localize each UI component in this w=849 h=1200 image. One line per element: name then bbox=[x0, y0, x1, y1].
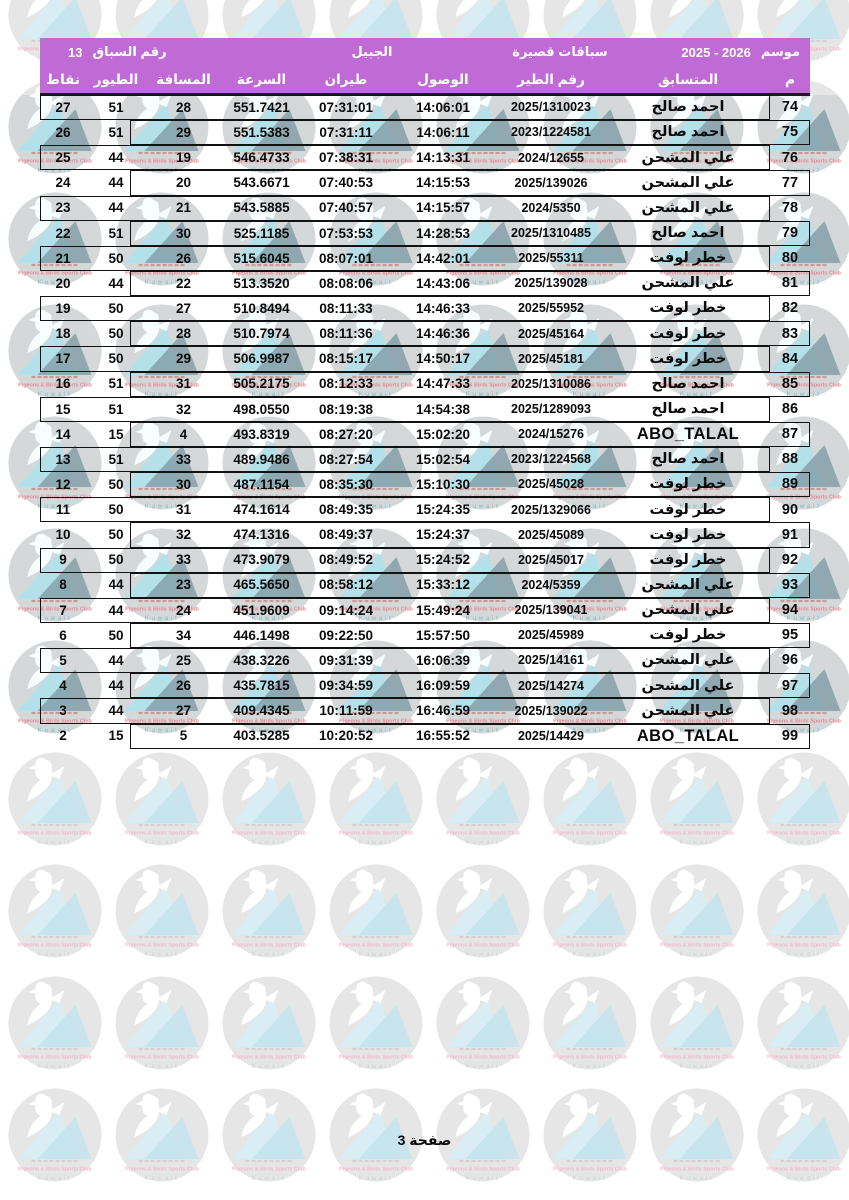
cell-speed: 409.4345 bbox=[233, 703, 290, 719]
cell-speed: 515.6045 bbox=[233, 250, 290, 266]
cell-distance: 22 bbox=[175, 275, 192, 291]
cell-competitor: خطر لوفت bbox=[649, 501, 727, 518]
cell-points: 3 bbox=[59, 703, 67, 719]
cell-bird-number: 2025/139041 bbox=[514, 603, 588, 618]
cell-flight-time: 08:27:54 bbox=[318, 451, 374, 467]
cell-rank: 98 bbox=[781, 702, 799, 719]
cell-distance: 30 bbox=[175, 476, 192, 492]
cell-arrival-time: 15:24:37 bbox=[415, 527, 471, 543]
cell-rank: 85 bbox=[781, 375, 799, 392]
cell-bird-number: 2025/14161 bbox=[517, 653, 585, 668]
cell-speed: 525.1185 bbox=[233, 225, 290, 241]
cell-bird-number: 2025/1329066 bbox=[511, 502, 591, 517]
cell-birds: 44 bbox=[108, 200, 124, 216]
cell-rank: 84 bbox=[781, 350, 799, 367]
cell-competitor: علي المشحن bbox=[641, 576, 735, 593]
cell-points: 12 bbox=[55, 476, 71, 492]
cell-arrival-time: 16:09:59 bbox=[415, 678, 471, 694]
cell-flight-time: 09:34:59 bbox=[318, 678, 374, 694]
cell-distance: 30 bbox=[175, 225, 192, 241]
cell-speed: 510.7974 bbox=[233, 326, 290, 342]
cell-points: 7 bbox=[59, 602, 67, 618]
cell-speed: 487.1154 bbox=[233, 476, 290, 492]
cell-arrival-time: 14:06:11 bbox=[416, 124, 470, 140]
cell-arrival-time: 14:06:01 bbox=[415, 99, 471, 115]
cell-bird-number: 2025/139026 bbox=[514, 175, 588, 190]
cell-arrival-time: 15:24:35 bbox=[415, 502, 471, 518]
cell-flight-time: 08:07:01 bbox=[318, 250, 374, 266]
cell-flight-time: 09:22:50 bbox=[318, 627, 374, 643]
cell-competitor: خطر لوفت bbox=[649, 325, 727, 342]
cell-arrival-time: 14:13:31 bbox=[415, 150, 471, 166]
cell-flight-time: 10:11:59 bbox=[319, 703, 373, 719]
cell-distance: 26 bbox=[175, 678, 192, 694]
cell-rank: 74 bbox=[781, 99, 799, 116]
cell-birds: 51 bbox=[108, 401, 124, 417]
cell-bird-number: 2025/45181 bbox=[517, 351, 585, 366]
cell-birds: 51 bbox=[108, 451, 124, 467]
col-header-birds: الطيور bbox=[93, 71, 139, 87]
table-header bbox=[40, 38, 810, 96]
cell-arrival-time: 14:15:53 bbox=[415, 175, 471, 191]
cell-rank: 92 bbox=[781, 551, 799, 568]
cell-distance: 29 bbox=[175, 124, 192, 140]
table-row bbox=[40, 221, 810, 246]
cell-rank: 82 bbox=[781, 300, 799, 317]
cell-arrival-time: 15:02:54 bbox=[415, 451, 471, 467]
cell-bird-number: 2025/55311 bbox=[518, 251, 584, 266]
cell-competitor: احمد صالح bbox=[651, 99, 725, 116]
cell-bird-number: 2023/1224568 bbox=[511, 452, 591, 467]
cell-distance: 31 bbox=[175, 502, 192, 518]
cell-flight-time: 07:40:53 bbox=[318, 175, 374, 191]
cell-birds: 51 bbox=[108, 376, 124, 392]
table-row bbox=[40, 346, 810, 371]
cell-competitor: احمد صالح bbox=[651, 401, 725, 417]
cell-distance: 4 bbox=[179, 426, 188, 442]
cell-competitor: خطر لوفت bbox=[649, 476, 727, 493]
cell-competitor: ABO_TALAL bbox=[636, 726, 740, 745]
cell-bird-number: 2025/55952 bbox=[517, 301, 585, 316]
cell-arrival-time: 15:57:50 bbox=[415, 627, 471, 643]
cell-competitor: خطر لوفت bbox=[649, 250, 727, 267]
cell-rank: 96 bbox=[781, 652, 799, 669]
cell-rank: 94 bbox=[781, 602, 799, 619]
table-row bbox=[40, 472, 810, 497]
table-row bbox=[40, 548, 810, 573]
col-header-flight: طيران bbox=[324, 71, 368, 87]
cell-bird-number: 2025/45028 bbox=[517, 477, 585, 492]
cell-points: 4 bbox=[59, 678, 67, 694]
cell-bird-number: 2025/1310023 bbox=[511, 100, 591, 115]
table-row bbox=[40, 698, 810, 723]
cell-flight-time: 09:31:39 bbox=[318, 652, 374, 668]
cell-arrival-time: 16:55:52 bbox=[415, 728, 471, 744]
cell-rank: 76 bbox=[781, 149, 799, 166]
cell-bird-number: 2023/1224581 bbox=[511, 125, 591, 140]
cell-arrival-time: 14:42:01 bbox=[415, 250, 471, 266]
cell-flight-time: 08:11:33 bbox=[319, 300, 373, 316]
race-venue-label: الجبيل bbox=[351, 44, 393, 59]
cell-flight-time: 08:58:12 bbox=[318, 577, 374, 593]
cell-flight-time: 07:53:53 bbox=[318, 225, 374, 241]
col-header-rank: م bbox=[785, 71, 795, 87]
col-header-bird-no: رقم الطير bbox=[517, 71, 585, 87]
table-row bbox=[40, 196, 810, 221]
table-row bbox=[40, 120, 810, 145]
cell-competitor: خطر لوفت bbox=[649, 627, 727, 644]
table-row bbox=[40, 372, 810, 397]
cell-birds: 50 bbox=[108, 476, 124, 492]
cell-rank: 90 bbox=[781, 501, 799, 518]
cell-birds: 15 bbox=[108, 728, 124, 744]
cell-competitor: احمد صالح bbox=[651, 225, 725, 242]
race-info-row bbox=[40, 38, 810, 66]
cell-birds: 50 bbox=[108, 326, 124, 342]
table-row bbox=[40, 145, 810, 170]
cell-birds: 44 bbox=[108, 703, 124, 719]
table-row bbox=[40, 321, 810, 346]
cell-rank: 81 bbox=[781, 275, 799, 292]
cell-distance: 32 bbox=[175, 401, 192, 417]
cell-arrival-time: 15:33:12 bbox=[415, 577, 471, 593]
cell-competitor: خطر لوفت bbox=[649, 300, 727, 317]
cell-bird-number: 2024/5359 bbox=[521, 577, 581, 592]
table-row bbox=[40, 447, 810, 472]
cell-points: 25 bbox=[55, 150, 71, 166]
cell-distance: 25 bbox=[175, 652, 192, 668]
cell-arrival-time: 14:54:38 bbox=[415, 401, 471, 417]
cell-speed: 489.9486 bbox=[233, 451, 290, 467]
cell-points: 17 bbox=[55, 351, 71, 367]
cell-competitor: علي المشحن bbox=[641, 149, 735, 166]
cell-rank: 97 bbox=[781, 677, 799, 694]
cell-rank: 80 bbox=[781, 250, 799, 267]
cell-points: 26 bbox=[55, 124, 71, 140]
cell-rank: 99 bbox=[781, 727, 799, 744]
cell-speed: 513.3520 bbox=[233, 275, 290, 291]
table-row bbox=[40, 170, 810, 195]
cell-bird-number: 2025/139022 bbox=[514, 703, 588, 718]
table-row bbox=[40, 422, 810, 447]
table-row bbox=[40, 95, 810, 120]
cell-arrival-time: 14:50:17 bbox=[415, 351, 471, 367]
cell-distance: 28 bbox=[175, 99, 192, 115]
cell-flight-time: 09:14:24 bbox=[318, 602, 374, 618]
cell-competitor: علي المشحن bbox=[641, 702, 735, 719]
cell-rank: 93 bbox=[781, 576, 799, 593]
season-label: موسم bbox=[760, 44, 800, 59]
cell-speed: 551.7421 bbox=[233, 99, 290, 115]
cell-arrival-time: 14:28:53 bbox=[415, 225, 471, 241]
table-row bbox=[40, 522, 810, 547]
col-header-arrival: الوصول bbox=[417, 71, 469, 87]
cell-bird-number: 2025/1289093 bbox=[511, 402, 591, 416]
cell-competitor: خطر لوفت bbox=[649, 350, 727, 367]
cell-distance: 27 bbox=[175, 300, 192, 316]
cell-competitor: احمد صالح bbox=[651, 124, 725, 141]
race-number-label: رقم السباق bbox=[92, 44, 167, 59]
cell-flight-time: 08:12:33 bbox=[318, 376, 374, 392]
cell-distance: 19 bbox=[175, 150, 192, 166]
col-header-points: نقاط bbox=[46, 71, 80, 87]
season-group bbox=[681, 38, 800, 66]
cell-arrival-time: 14:15:57 bbox=[415, 200, 471, 216]
results-table bbox=[40, 95, 810, 749]
cell-distance: 27 bbox=[175, 703, 192, 719]
cell-arrival-time: 14:43:06 bbox=[415, 275, 471, 291]
race-number-group bbox=[68, 38, 167, 66]
cell-competitor: علي المشحن bbox=[641, 275, 735, 292]
cell-competitor: علي المشحن bbox=[641, 174, 735, 191]
cell-bird-number: 2025/45164 bbox=[517, 326, 585, 341]
cell-rank: 83 bbox=[781, 325, 799, 342]
cell-distance: 21 bbox=[175, 200, 192, 216]
table-row bbox=[40, 296, 810, 321]
cell-competitor: ABO_TALAL bbox=[636, 425, 740, 444]
cell-speed: 403.5285 bbox=[233, 728, 290, 744]
cell-competitor: احمد صالح bbox=[651, 451, 725, 468]
cell-points: 9 bbox=[59, 552, 67, 568]
table-row bbox=[40, 397, 810, 422]
cell-points: 16 bbox=[55, 376, 71, 392]
cell-arrival-time: 15:24:52 bbox=[415, 552, 471, 568]
table-row bbox=[40, 673, 810, 698]
cell-points: 18 bbox=[55, 326, 71, 342]
cell-flight-time: 07:40:57 bbox=[318, 200, 374, 216]
cell-birds: 51 bbox=[108, 99, 124, 115]
cell-speed: 505.2175 bbox=[233, 376, 290, 392]
cell-distance: 34 bbox=[175, 627, 192, 643]
cell-speed: 510.8494 bbox=[233, 300, 290, 316]
cell-birds: 44 bbox=[108, 602, 124, 618]
cell-points: 19 bbox=[55, 300, 71, 316]
cell-bird-number: 2025/45017 bbox=[517, 552, 585, 567]
table-row bbox=[40, 724, 810, 749]
cell-points: 21 bbox=[55, 250, 71, 266]
cell-flight-time: 08:49:52 bbox=[318, 552, 374, 568]
race-number-value: 13 bbox=[68, 44, 83, 60]
cell-bird-number: 2025/45089 bbox=[517, 527, 585, 542]
cell-bird-number: 2025/139028 bbox=[514, 276, 588, 291]
cell-birds: 44 bbox=[108, 678, 124, 694]
cell-speed: 465.5650 bbox=[233, 577, 290, 593]
cell-flight-time: 07:38:31 bbox=[318, 150, 374, 166]
cell-distance: 28 bbox=[175, 326, 192, 342]
race-venue bbox=[332, 38, 412, 66]
cell-points: 8 bbox=[59, 577, 67, 593]
cell-distance: 20 bbox=[175, 175, 192, 191]
cell-points: 15 bbox=[55, 401, 71, 417]
cell-rank: 91 bbox=[781, 526, 799, 543]
cell-bird-number: 2025/14429 bbox=[517, 728, 585, 743]
cell-arrival-time: 16:06:39 bbox=[415, 652, 471, 668]
cell-points: 24 bbox=[55, 175, 71, 191]
cell-speed: 473.9079 bbox=[233, 552, 290, 568]
race-type bbox=[495, 38, 625, 66]
table-row bbox=[40, 573, 810, 598]
cell-flight-time: 08:19:38 bbox=[318, 401, 374, 417]
cell-distance: 5 bbox=[179, 728, 188, 744]
cell-rank: 86 bbox=[781, 401, 799, 417]
cell-rank: 87 bbox=[781, 426, 799, 443]
cell-speed: 543.6671 bbox=[233, 175, 290, 191]
cell-arrival-time: 15:49:24 bbox=[415, 602, 471, 618]
col-header-competitor: المتسابق bbox=[657, 71, 719, 87]
cell-distance: 33 bbox=[175, 451, 192, 467]
table-row bbox=[40, 623, 810, 648]
cell-flight-time: 08:08:06 bbox=[318, 275, 374, 291]
cell-birds: 50 bbox=[108, 351, 124, 367]
cell-speed: 506.9987 bbox=[233, 351, 290, 367]
cell-birds: 50 bbox=[108, 627, 124, 643]
cell-birds: 44 bbox=[108, 652, 124, 668]
cell-arrival-time: 16:46:59 bbox=[415, 703, 471, 719]
cell-bird-number: 2025/1310086 bbox=[511, 376, 591, 391]
cell-speed: 493.8319 bbox=[233, 426, 290, 442]
cell-birds: 50 bbox=[108, 527, 124, 543]
cell-competitor: خطر لوفت bbox=[649, 551, 727, 568]
cell-distance: 31 bbox=[175, 376, 192, 392]
table-row bbox=[40, 648, 810, 673]
cell-flight-time: 08:35:30 bbox=[318, 476, 374, 492]
cell-birds: 50 bbox=[108, 502, 124, 518]
cell-birds: 15 bbox=[108, 426, 124, 442]
cell-speed: 551.5383 bbox=[233, 124, 290, 140]
cell-points: 10 bbox=[55, 527, 71, 543]
cell-arrival-time: 14:46:33 bbox=[415, 300, 471, 316]
cell-flight-time: 08:15:17 bbox=[318, 351, 374, 367]
col-header-speed: السرعة bbox=[236, 71, 287, 87]
page-number: صفحة 3 bbox=[397, 1132, 452, 1148]
cell-speed: 451.9609 bbox=[233, 602, 290, 618]
table-row bbox=[40, 246, 810, 271]
cell-rank: 89 bbox=[781, 476, 799, 493]
cell-arrival-time: 14:47:33 bbox=[415, 376, 471, 392]
cell-flight-time: 07:31:11 bbox=[319, 124, 373, 140]
cell-speed: 446.1498 bbox=[233, 627, 290, 643]
cell-bird-number: 2025/1310485 bbox=[511, 226, 591, 241]
cell-distance: 24 bbox=[175, 602, 192, 618]
cell-competitor: علي المشحن bbox=[641, 652, 735, 669]
cell-speed: 438.3226 bbox=[233, 652, 290, 668]
cell-rank: 77 bbox=[781, 174, 799, 191]
cell-birds: 50 bbox=[108, 250, 124, 266]
cell-distance: 26 bbox=[175, 250, 192, 266]
cell-points: 22 bbox=[55, 225, 71, 241]
cell-distance: 29 bbox=[175, 351, 192, 367]
cell-points: 6 bbox=[59, 627, 67, 643]
race-type-label: سباقات قصيرة bbox=[512, 44, 608, 59]
cell-speed: 546.4733 bbox=[233, 150, 290, 166]
cell-flight-time: 08:11:36 bbox=[319, 326, 373, 342]
cell-flight-time: 10:20:52 bbox=[318, 728, 374, 744]
cell-birds: 51 bbox=[108, 225, 124, 241]
table-row bbox=[40, 598, 810, 623]
cell-birds: 44 bbox=[108, 275, 124, 291]
cell-bird-number: 2025/45989 bbox=[517, 628, 585, 643]
cell-bird-number: 2024/5350 bbox=[521, 200, 581, 215]
cell-speed: 498.0550 bbox=[233, 401, 290, 417]
cell-birds: 50 bbox=[108, 552, 124, 568]
cell-bird-number: 2024/15276 bbox=[517, 427, 585, 442]
cell-points: 2 bbox=[59, 728, 67, 744]
cell-points: 20 bbox=[55, 275, 71, 291]
cell-rank: 75 bbox=[781, 124, 799, 141]
table-row bbox=[40, 271, 810, 296]
cell-points: 23 bbox=[55, 200, 71, 216]
cell-rank: 79 bbox=[781, 225, 799, 242]
cell-competitor: احمد صالح bbox=[651, 375, 725, 392]
cell-bird-number: 2024/12655 bbox=[517, 150, 585, 165]
cell-points: 13 bbox=[55, 451, 71, 467]
cell-flight-time: 07:31:01 bbox=[318, 99, 374, 115]
table-row bbox=[40, 497, 810, 522]
cell-rank: 88 bbox=[781, 451, 799, 468]
cell-speed: 435.7815 bbox=[233, 678, 290, 694]
cell-rank: 95 bbox=[781, 627, 799, 644]
cell-points: 27 bbox=[55, 99, 71, 115]
cell-rank: 78 bbox=[781, 199, 799, 216]
cell-flight-time: 08:49:35 bbox=[318, 502, 374, 518]
cell-speed: 474.1614 bbox=[233, 502, 290, 518]
cell-speed: 543.5885 bbox=[233, 200, 290, 216]
cell-distance: 33 bbox=[175, 552, 192, 568]
cell-speed: 474.1316 bbox=[233, 527, 290, 543]
col-header-distance: المسافة bbox=[156, 71, 211, 87]
cell-birds: 50 bbox=[108, 300, 124, 316]
cell-points: 14 bbox=[55, 426, 71, 442]
cell-birds: 51 bbox=[108, 124, 124, 140]
cell-birds: 44 bbox=[108, 175, 124, 191]
cell-competitor: علي المشحن bbox=[641, 199, 735, 216]
cell-competitor: علي المشحن bbox=[641, 677, 735, 694]
cell-arrival-time: 15:02:20 bbox=[415, 426, 471, 442]
cell-birds: 44 bbox=[108, 150, 124, 166]
cell-birds: 44 bbox=[108, 577, 124, 593]
cell-points: 5 bbox=[59, 652, 67, 668]
cell-competitor: علي المشحن bbox=[641, 602, 735, 619]
season-value: 2025 - 2026 bbox=[681, 44, 751, 60]
cell-arrival-time: 15:10:30 bbox=[415, 476, 471, 492]
cell-flight-time: 08:49:37 bbox=[318, 527, 374, 543]
cell-distance: 23 bbox=[175, 577, 192, 593]
cell-arrival-time: 14:46:36 bbox=[415, 326, 471, 342]
column-header-row bbox=[40, 66, 810, 93]
cell-bird-number: 2025/14274 bbox=[517, 678, 585, 693]
cell-competitor: خطر لوفت bbox=[649, 526, 727, 543]
cell-distance: 32 bbox=[175, 527, 192, 543]
cell-points: 11 bbox=[55, 502, 71, 518]
cell-flight-time: 08:27:20 bbox=[318, 426, 374, 442]
